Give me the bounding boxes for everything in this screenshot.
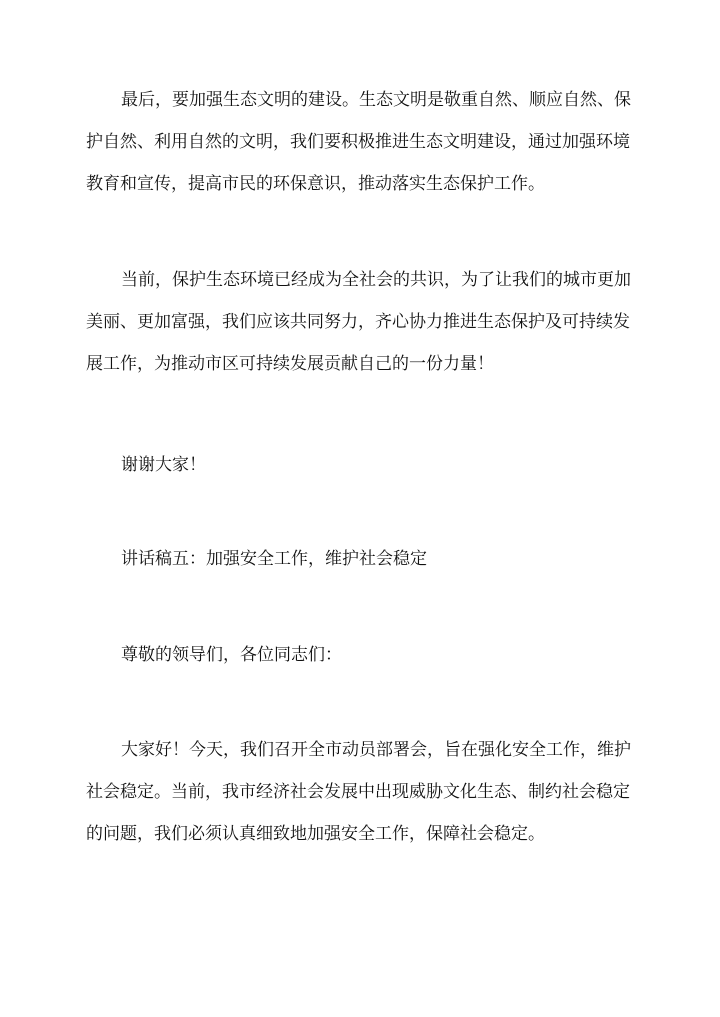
paragraph-line: 尊敬的领导们，各位同志们：	[121, 645, 342, 665]
paragraph-line: 的问题，我们必须认真细致地加强安全工作，保障社会稳定。	[86, 824, 545, 844]
paragraph-line: 社会稳定。当前，我市经济社会发展中出现威胁文化生态、制约社会稳定	[86, 782, 630, 802]
paragraph-thanks	[86, 444, 634, 486]
paragraph-salutation	[86, 634, 634, 676]
paragraph-line: 护自然、利用自然的文明，我们要积极推进生态文明建设，通过加强环境	[86, 132, 630, 152]
paragraph-line: 当前，保护生态环境已经成为全社会的共识，为了让我们的城市更加	[121, 270, 631, 290]
paragraph-line: 最后，要加强生态文明的建设。生态文明是敬重自然、顺应自然、保	[121, 90, 631, 110]
paragraph-safety-work	[86, 729, 634, 855]
paragraph-line: 谢谢大家！	[121, 455, 206, 475]
paragraph-consensus	[86, 259, 634, 385]
paragraph-line: 大家好！今天，我们召开全市动员部署会，旨在强化安全工作，维护	[121, 740, 631, 760]
paragraph-ecology-civilization	[86, 79, 634, 205]
paragraph-line: 讲话稿五：加强安全工作，维护社会稳定	[121, 549, 427, 569]
paragraph-line: 展工作，为推动市区可持续发展贡献自己的一份力量！	[86, 354, 494, 374]
speech-heading	[86, 538, 634, 580]
paragraph-line: 美丽、更加富强，我们应该共同努力，齐心协力推进生态保护及可持续发	[86, 312, 630, 332]
paragraph-line: 教育和宣传，提高市民的环保意识，推动落实生态保护工作。	[86, 174, 545, 194]
